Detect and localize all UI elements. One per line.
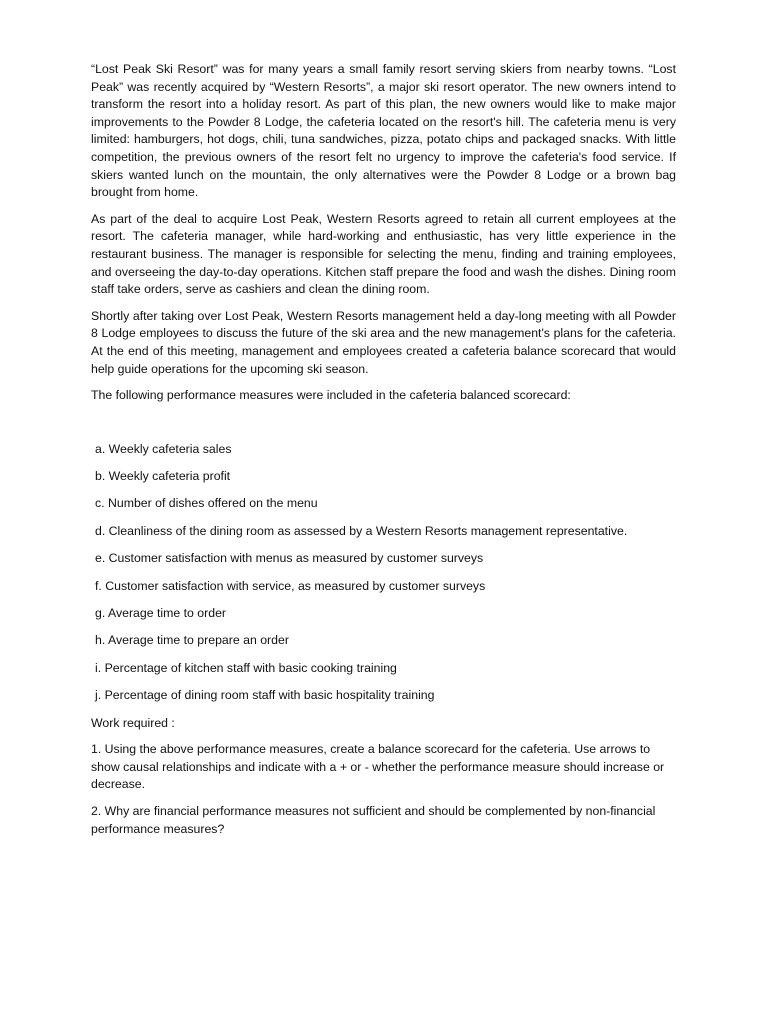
list-item: d. Cleanliness of the dining room as assessed by a Western Resorts management representative. — [95, 523, 628, 538]
paragraph-meeting: Shortly after taking over Lost Peak, Western Resorts management held a day-long meeting with all Powder 8 Lodge employees to discuss the future of the ski area and the new management's plans for the cafeteria. At the end of this meeting, management and employees created a cafeteria balance scorecard that would help guide operations for the upcoming ski season. — [91, 308, 676, 376]
list-item: a. Weekly cafeteria sales — [95, 441, 232, 456]
performance-measures-list — [91, 441, 676, 705]
measures-intro: The following performance measures were included in the cafeteria balanced scorecard: — [91, 388, 571, 403]
paragraph-acquisition: As part of the deal to acquire Lost Peak, Western Resorts agreed to retain all current employees at the resort. The cafeteria manager, while hard-working and enthusiastic, has very little experience in the restaurant business. The manager is responsible for selecting the menu, finding and training employees, and overseeing the day-to-day operations. Kitchen staff prepare the food and wash the dishes. Dining room staff take orders, serve as cashiers and clean the dining room. — [91, 211, 676, 297]
task-item: 1. Using the above performance measures, create a balance scorecard for the cafeteria. Use arrows to show causal relationships and indicate with a + or - whether the performance measure should increase or decrease. — [91, 742, 665, 792]
list-item: j. Percentage of dining room staff with basic hospitality training — [95, 688, 435, 703]
list-item: e. Customer satisfaction with menus as measured by customer surveys — [95, 551, 484, 566]
work-required-heading: Work required : — [91, 715, 175, 730]
list-item: c. Number of dishes offered on the menu — [95, 496, 318, 511]
list-item: h. Average time to prepare an order — [95, 633, 289, 648]
list-item: g. Average time to order — [95, 606, 227, 621]
list-item: b. Weekly cafeteria profit — [95, 469, 231, 484]
document-page — [91, 61, 676, 847]
list-item: i. Percentage of kitchen staff with basic cooking training — [95, 660, 397, 675]
list-item: f. Customer satisfaction with service, as measured by customer surveys — [95, 578, 486, 593]
paragraph-intro: “Lost Peak Ski Resort” was for many years a small family resort serving skiers from nearby towns. “Lost Peak” was recently acquired by “Western Resorts”, a major ski resort operator. The new owners intend to transform the resort into a holiday resort. As part of this plan, the new owners would like to make major improvements to the Powder 8 Lodge, the cafeteria located on the resort's hill. The cafeteria menu is very limited: hamburgers, hot dogs, chili, tuna sandwiches, pizza, potato chips and packaged snacks. With little competition, the previous owners of the resort felt no urgency to improve the cafeteria's food service. If skiers wanted lunch on the mountain, the only alternatives were the Powder 8 Lodge or a brown bag brought from home. — [91, 62, 676, 200]
task-item: 2. Why are financial performance measures not sufficient and should be complemented by non-financial performance measures? — [91, 803, 656, 836]
